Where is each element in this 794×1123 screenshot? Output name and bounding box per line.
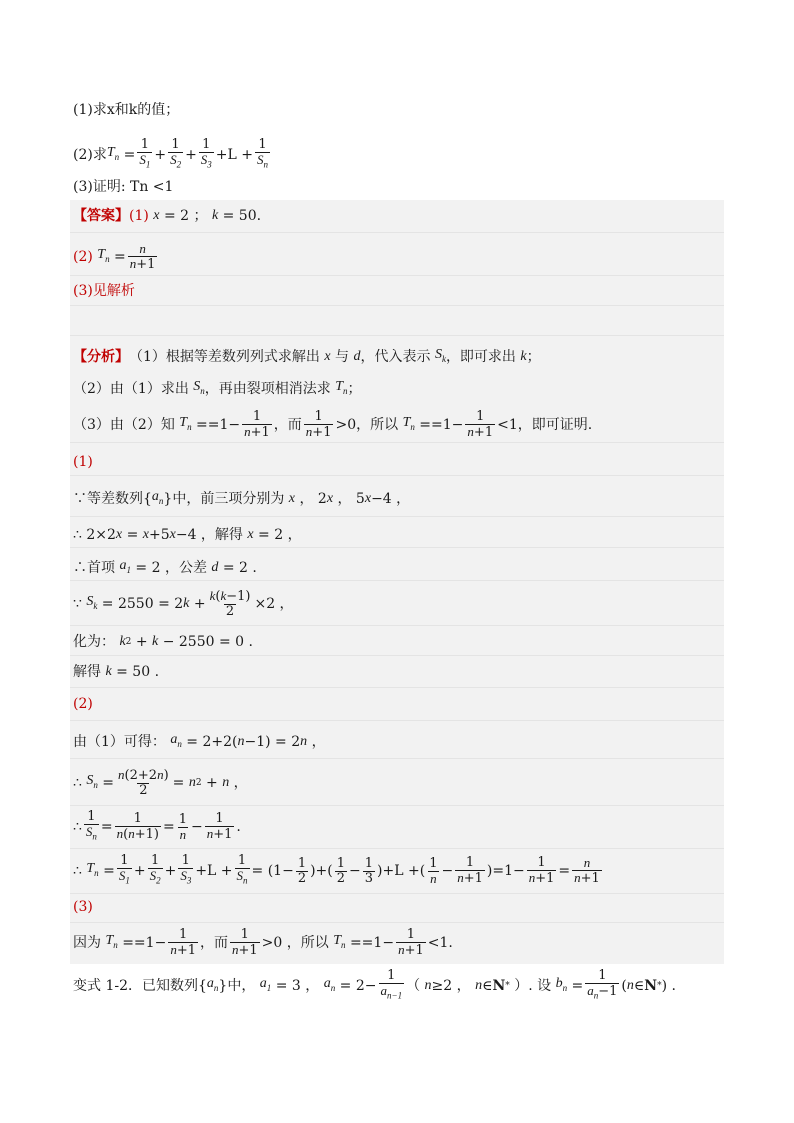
solution-heading-1: (1) [73, 454, 93, 470]
divider [70, 655, 724, 656]
divider [70, 232, 724, 233]
solution-step-2: ∴ 2×2 x = x +5 x −4 ，解得 x = 2 ， [73, 527, 302, 543]
divider [70, 893, 724, 894]
solution-step-9: ∴ $\frac{1}{S_n}$ = $\frac{1}{n(n+1)}$ = $\frac{1}{n}$ − $\frac{1}{n+1}$ . [73, 809, 241, 842]
solution-step-11: 因为 $T_n$ ==1− $\frac{1}{n+1}$ ，而 $\frac{1}{n+1}$ >0 ，所以 $T_n$ ==1− $\frac{1}{n+1}$ <1. [73, 927, 453, 958]
divider [70, 305, 724, 306]
problem-part3: (3)证明: Tn <1 [73, 179, 174, 195]
divider [70, 720, 724, 721]
solution-step-6: 解得 k = 50 . [73, 664, 160, 680]
solution-step-8: ∴ $S_n$ = $\frac{n(2+2n)}{2}$ = n 2 + n ， [73, 767, 248, 798]
answer-line3: (3)见解析 [73, 283, 135, 299]
answer-line2: (2) $T_n$ = $\frac{n}{n+1}$ [73, 241, 156, 272]
solution-heading-3: (3) [73, 899, 93, 915]
divider [70, 687, 724, 688]
answer-tag: 【答案】 [73, 208, 129, 224]
solution-heading-2: (2) [73, 696, 93, 712]
divider [70, 516, 724, 517]
divider [70, 580, 724, 581]
answer-line1: 【答案】 (1) x = 2 ； k = 50. [73, 208, 262, 224]
problem-part2: (2)求 $T_n$ = $\frac{1}{S_1}$ + $\frac{1}{S_2}$ + $\frac{1}{S_3}$ +L + $\frac{1}{S_n}$ [73, 137, 269, 170]
analysis-line3: （3）由（2）知 $T_n$ ==1− $\frac{1}{n+1}$ ，而 $\frac{1}{n+1}$ >0，所以 $T_n$ ==1− $\frac{1}{n+1}$ <1，即可证明. [73, 409, 593, 440]
divider [70, 848, 724, 849]
solution-step-7: 由（1）可得： $a_n$ = 2+2( n −1) = 2 n ， [73, 732, 326, 750]
analysis-line1: 【分析】 （1）根据等差数列列式求解出 x 与 d ，代入表示 $S_k$ ，即可求出 k ； [73, 347, 541, 365]
divider [70, 335, 724, 336]
problem-part1: (1)求x和k的值； [73, 102, 180, 118]
problem-part2-prefix: (2)求 [73, 147, 107, 163]
solution-step-3: ∴首项 $a_1$ = 2 ，公差 d = 2 . [73, 558, 257, 576]
divider [70, 758, 724, 759]
divider [70, 275, 724, 276]
divider [70, 547, 724, 548]
divider [70, 475, 724, 476]
solution-step-4: ∵ $S_k$ = 2550 = 2 k + $\frac{k(k-1)}{2}$ ×2 ， [73, 588, 294, 619]
divider [70, 625, 724, 626]
solution-step-10: ∴ $T_n$ = $\frac{1}{S_1}$ + $\frac{1}{S_2}$ + $\frac{1}{S_3}$ +L + $\frac{1}{S_n}$ = (1− $\frac{1}{2}$ )+( $\frac{1}{2}$ − $\frac{1}{3}$ )+L +( $\frac{1}{n}$ − $\frac{1}{n+1}$ )=1− $\frac{1}{n+1}$ = $\frac{n}{n+1}$ [73, 853, 600, 886]
variant-problem: 变式 1-2．已知数列{ $a_n$ }中， $a_1$ = 3 ， $a_n$ = 2− $\frac{1}{a_{n-1}}$ （ n ≥2 ， n ∈ N * ）. 设 $b_n$ = $\frac{1}{a_n-1}$ ( n ∈ N * ) . [73, 968, 676, 1001]
analysis-line2: （2）由（1）求出 $S_n$ ，再由裂项相消法求 $T_n$ ； [73, 379, 362, 397]
solution-step-1: ∵等差数列{ $a_n$ }中，前三项分别为 x ， 2 x ， 5 x −4 ， [73, 489, 411, 507]
analysis-tag: 【分析】 [73, 348, 129, 365]
solution-step-5: 化为： k 2 + k − 2550 = 0 . [73, 634, 253, 650]
